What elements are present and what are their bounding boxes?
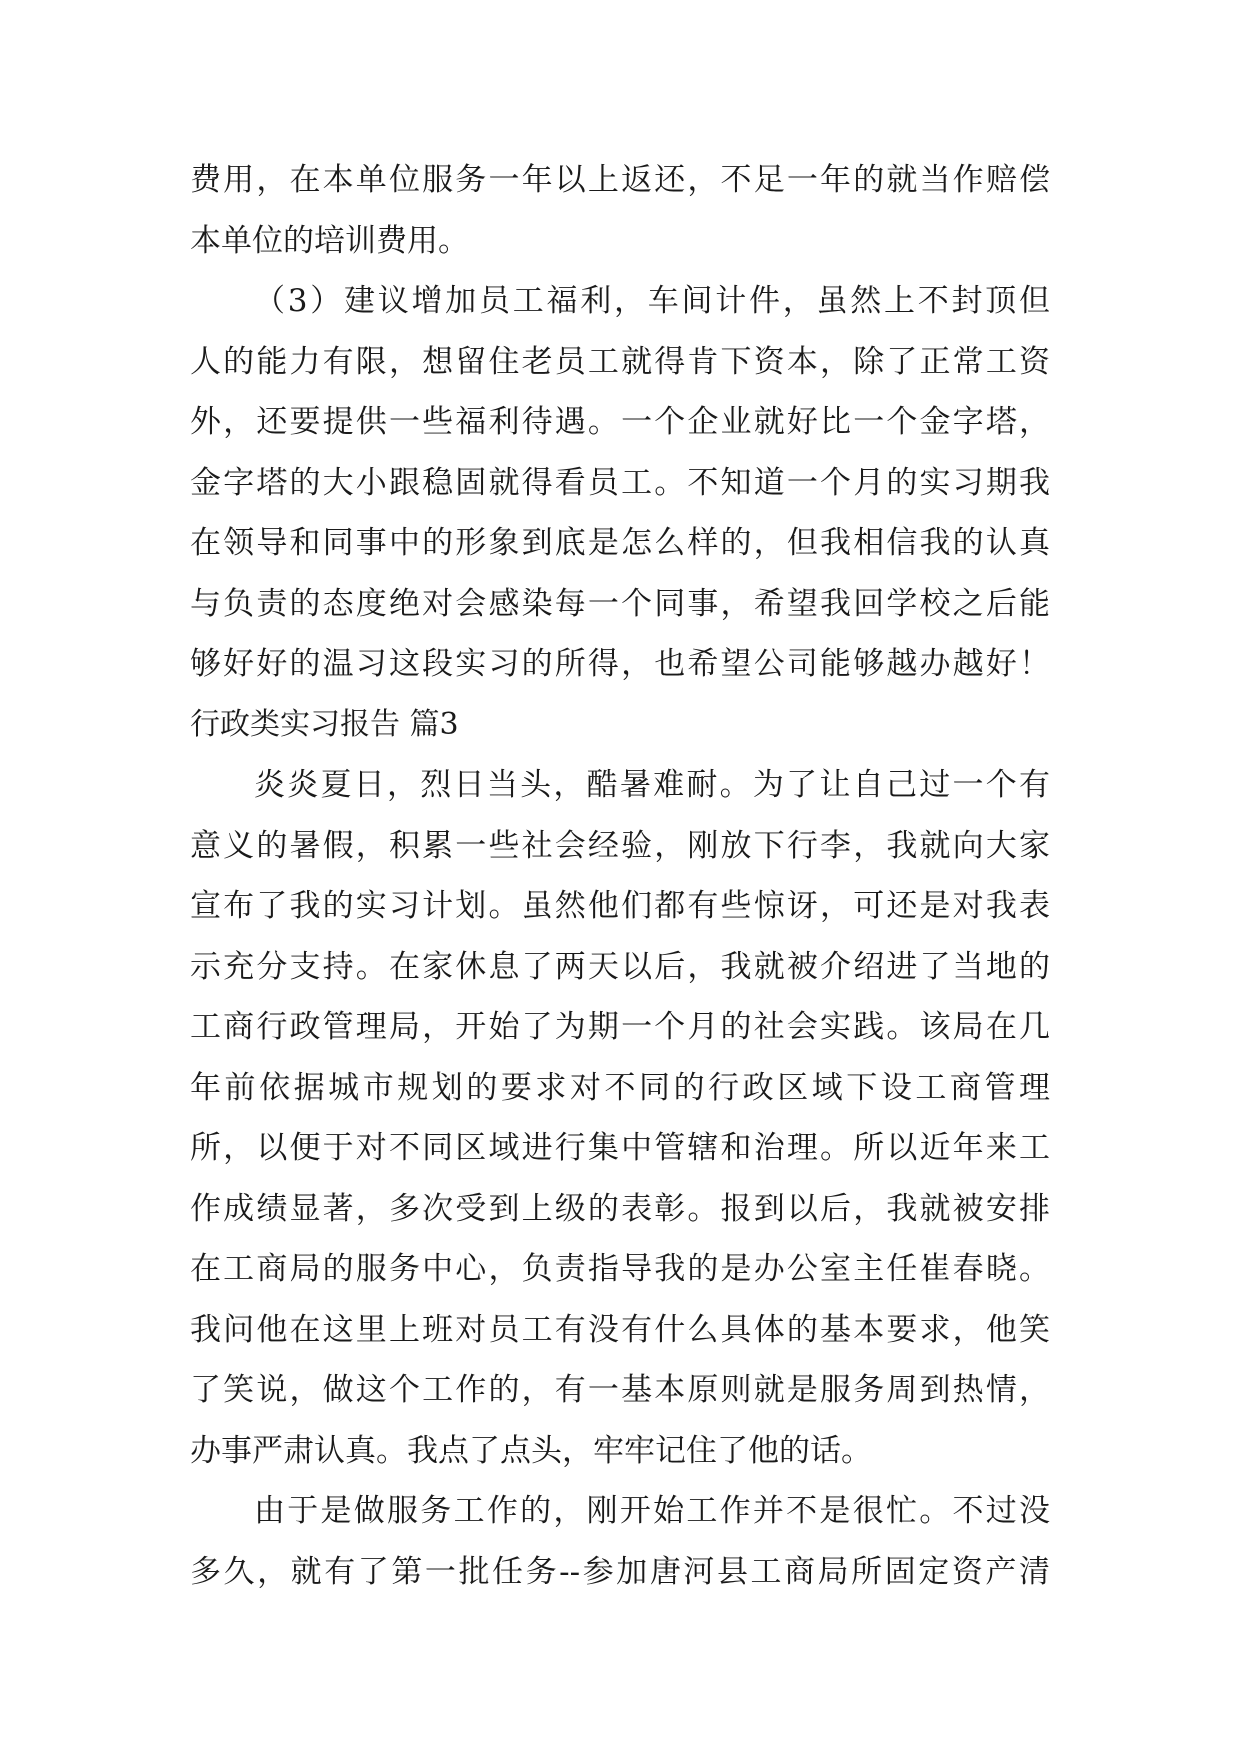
- text-line-content: 年前依据城市规划的要求对不同的行政区域下设工商管理: [190, 1069, 1050, 1106]
- text-line-content: 宣布了我的实习计划。虽然他们都有些惊讶，可还是对我表: [190, 888, 1050, 924]
- text-line: [190, 634, 1050, 695]
- text-line-content: 炎炎夏日，烈日当头，酷暑难耐。为了让自己过一个有: [254, 767, 1050, 803]
- text-line-content: 外，还要提供一些福利待遇。一个企业就好比一个金字塔，: [190, 404, 1050, 440]
- text-line-content: 与负责的态度绝对会感染每一个同事，希望我回学校之后能: [190, 585, 1050, 622]
- text-line: [190, 1058, 1050, 1119]
- text-line-content: 多久，就有了第一批任务--参加唐河县工商局所固定资产清: [190, 1553, 1050, 1590]
- section-heading: [190, 695, 1050, 756]
- text-line-content: 我问他在这里上班对员工有没有什么具体的基本要求，他笑: [190, 1311, 1050, 1348]
- text-line: [190, 755, 1050, 816]
- text-line: [190, 211, 1050, 272]
- text-line: [190, 997, 1050, 1058]
- text-line: [190, 1118, 1050, 1179]
- text-line-content: 费用，在本单位服务一年以上返还，不足一年的就当作赔偿: [190, 162, 1050, 198]
- text-line-content: 了笑说，做这个工作的，有一基本原则就是服务周到热情，: [190, 1372, 1050, 1408]
- text-line-content: 由于是做服务工作的，刚开始工作并不是很忙。不过没: [254, 1493, 1050, 1529]
- text-line: [190, 513, 1050, 574]
- text-line: [190, 574, 1050, 635]
- text-line-content: 所，以便于对不同区域进行集中管辖和治理。所以近年来工: [190, 1130, 1050, 1166]
- text-line: [190, 150, 1050, 211]
- text-line: [190, 1360, 1050, 1421]
- text-line: [190, 937, 1050, 998]
- text-line-content: 人的能力有限，想留住老员工就得肯下资本，除了正常工资: [190, 343, 1050, 380]
- text-line-content: 在领导和同事中的形象到底是怎么样的，但我相信我的认真: [190, 525, 1050, 561]
- text-line: [190, 876, 1050, 937]
- text-line-content: 工商行政管理局，开始了为期一个月的社会实践。该局在几: [190, 1009, 1050, 1045]
- text-line: [190, 1300, 1050, 1361]
- text-line: [190, 1481, 1050, 1542]
- text-line: [190, 332, 1050, 393]
- text-line-content: 够好好的温习这段实习的所得，也希望公司能够越办越好！: [190, 646, 1050, 682]
- text-line: [190, 1542, 1050, 1603]
- text-line: [190, 1179, 1050, 1240]
- text-line-content: 示充分支持。在家休息了两天以后，我就被介绍进了当地的: [190, 948, 1050, 985]
- text-line-content: （3）建议增加员工福利，车间计件，虽然上不封顶但: [254, 283, 1050, 319]
- text-line-content: 在工商局的服务中心，负责指导我的是办公室主任崔春晓。: [190, 1251, 1050, 1287]
- text-line: [190, 392, 1050, 453]
- text-line-content: 行政类实习报告 篇3: [190, 706, 459, 742]
- text-line: [190, 453, 1050, 514]
- document-body: [190, 150, 1050, 1602]
- text-line-content: 本单位的培训费用。: [190, 222, 469, 259]
- text-line: [190, 1239, 1050, 1300]
- text-line-content: 金字塔的大小跟稳固就得看员工。不知道一个月的实习期我: [190, 464, 1050, 501]
- text-line: [190, 271, 1050, 332]
- text-line-content: 办事严肃认真。我点了点头，牢牢记住了他的话。: [190, 1432, 872, 1469]
- text-line: [190, 1421, 1050, 1482]
- text-line: [190, 816, 1050, 877]
- text-line-content: 作成绩显著，多次受到上级的表彰。报到以后，我就被安排: [190, 1190, 1050, 1227]
- text-line-content: 意义的暑假，积累一些社会经验，刚放下行李，我就向大家: [190, 827, 1050, 864]
